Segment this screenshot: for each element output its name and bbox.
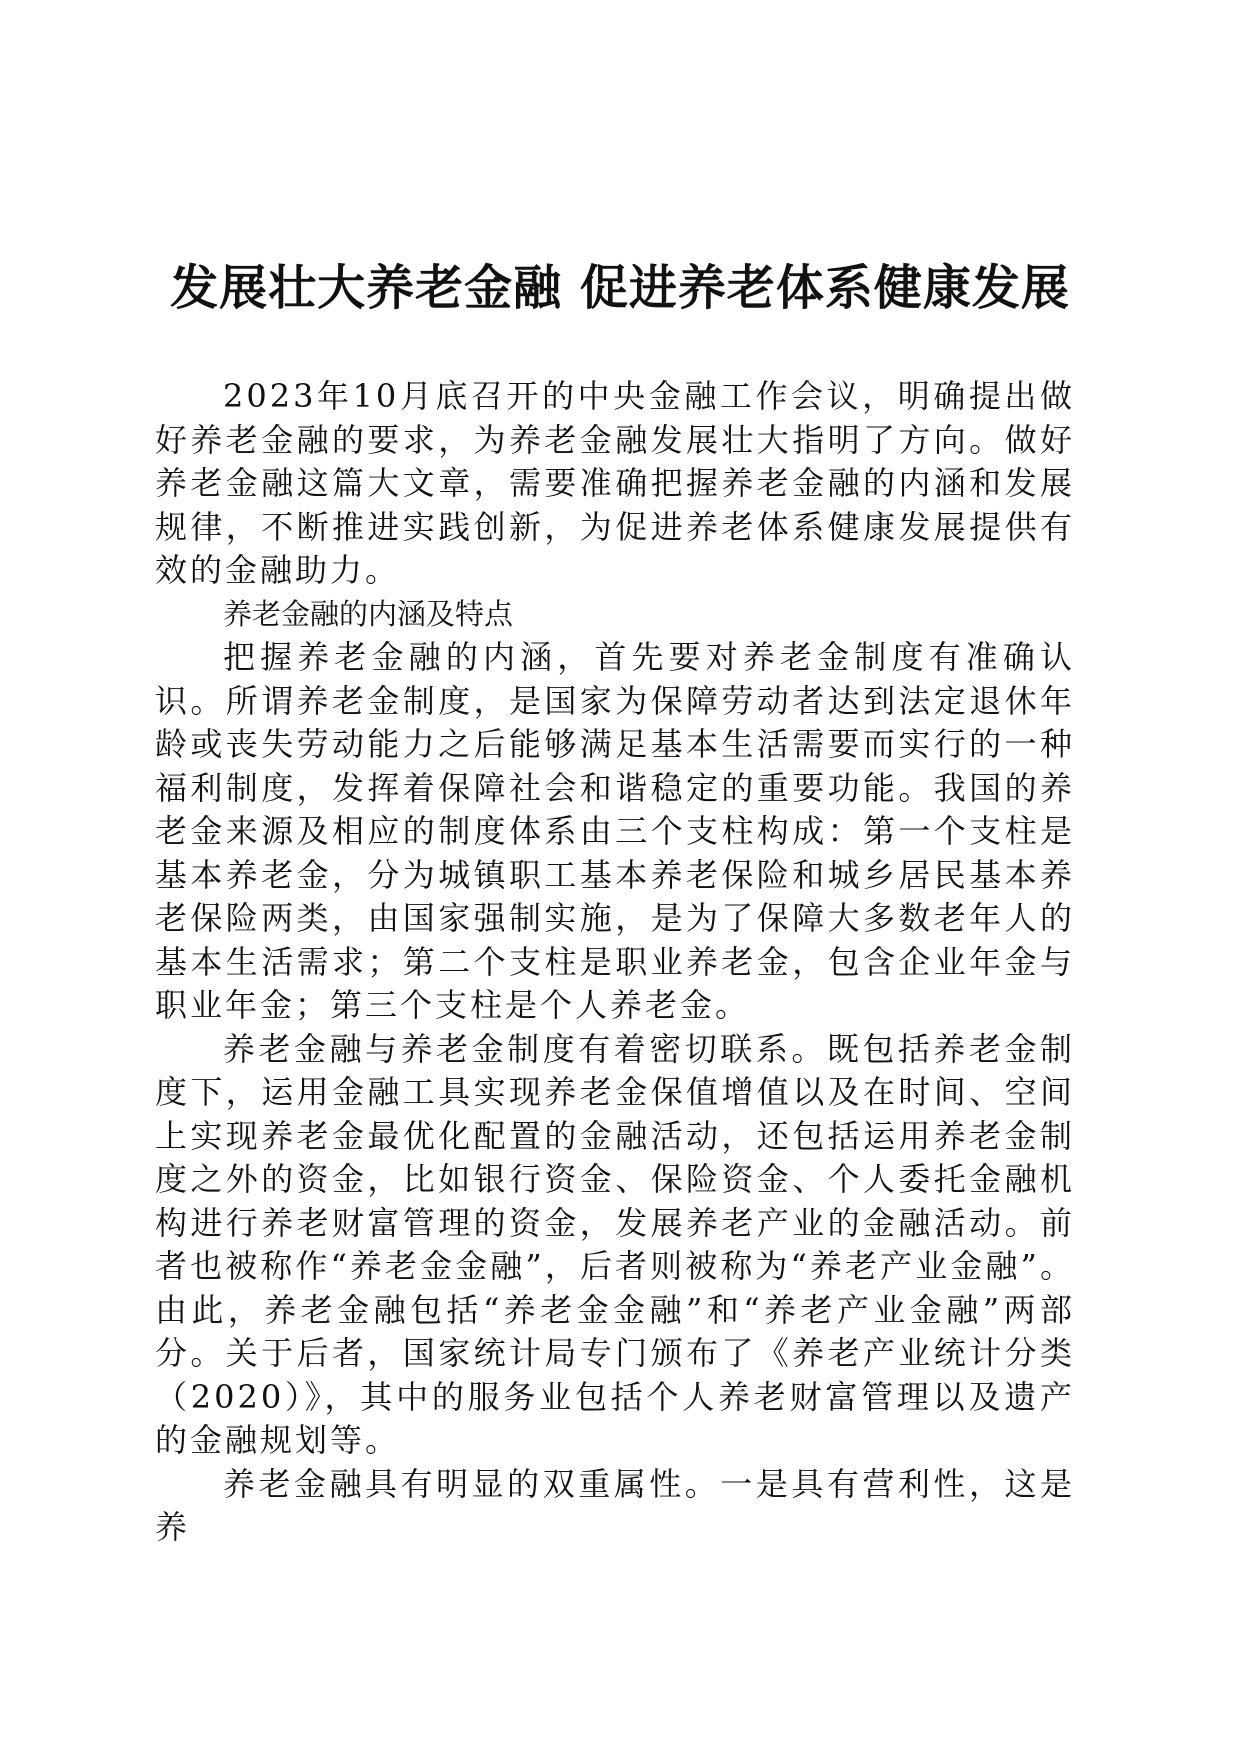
document-title: 发展壮大养老金融 促进养老体系健康发展: [170, 260, 1070, 316]
document-body: [155, 375, 1075, 1550]
section-heading: 养老金融的内涵及特点: [223, 596, 514, 631]
section-paragraph-1: 把握养老金融的内涵，首先要对养老金制度有准确认识。所谓养老金制度，是国家为保障劳动者达到法定退休年龄或丧失劳动能力之后能够满足基本生活需要而实行的一种福利制度，发挥着保障社会和谐稳定的重要功能。我国的养老金来源及相应的制度体系由三个支柱构成：第一个支柱是基本养老金，分为城镇职工基本养老保险和城乡居民基本养老保险两类，由国家强制实施，是为了保障大多数老年人的基本生活需求；第二个支柱是职业养老金，包含企业年金与职业年金；第三个支柱是个人养老金。: [155, 638, 1075, 1024]
intro-paragraph: 2023年10月底召开的中央金融工作会议，明确提出做好养老金融的要求，为养老金融发展壮大指明了方向。做好养老金融这篇大文章，需要准确把握养老金融的内涵和发展规律，不断推进实践创新，为促进养老体系健康发展提供有效的金融助力。: [155, 377, 1075, 589]
section-paragraph-2: 养老金融与养老金制度有着密切联系。既包括养老金制度下，运用金融工具实现养老金保值增值以及在时间、空间上实现养老金最优化配置的金融活动，还包括运用养老金制度之外的资金，比如银行资金、保险资金、个人委托金融机构进行养老财富管理的资金，发展养老产业的金融活动。前者也被称作“养老金金融”，后者则被称为“养老产业金融”。由此，养老金融包括“养老金金融”和“养老产业金融”两部分。关于后者，国家统计局专门颁布了《养老产业统计分类（2020）》，其中的服务业包括个人养老财富管理以及遗产的金融规划等。: [155, 1029, 1075, 1459]
section-paragraph-3: 养老金融具有明显的双重属性。一是具有营利性，这是养: [155, 1464, 1075, 1546]
